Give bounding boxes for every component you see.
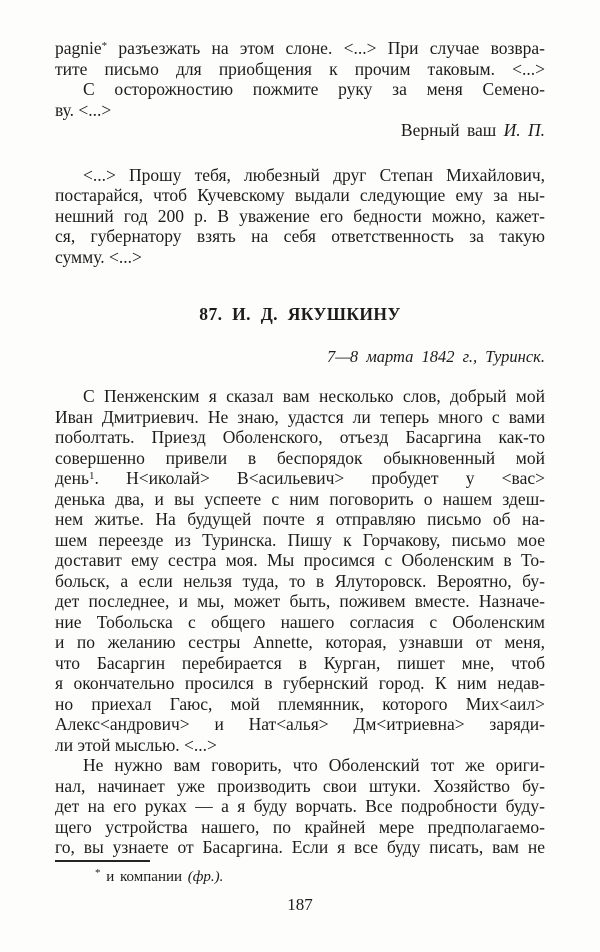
text-line [55,530,545,551]
text-segment: что Басаргин перебирается в Курган, пишет мне, чтоб [55,652,545,673]
text-segment: нем житье. На будущей почте я отправляю письмо об на- [55,509,545,529]
text-segment: ли этой мыслью. <...> [55,734,217,755]
text-segment: но приехал Гаюс, мой племянник, которого Мих<аил> [55,693,545,714]
footnote-marker: * [101,40,108,53]
text-line [55,776,545,797]
text-segment: pagnie [55,38,102,58]
text-line [55,468,545,489]
text-segment: тите письмо для приобщения к прочим таковым. <...> [55,58,545,79]
text-segment: совершенно привели в беспорядок обыкновенный мой [55,447,545,468]
text-segment: нал, начинает уже производить свои штуки. Хозяйство бу- [55,775,545,796]
text-segment: дет на его руках — а я буду ворчать. Все подробности буду- [55,796,545,816]
text-segment: <...> Прошу тебя, любезный друг Степан Михайлович, [83,164,545,185]
text-line [55,571,545,592]
text-line [55,653,545,674]
letter-heading: 87. И. Д. ЯКУШКИНУ [199,304,401,324]
text-line [55,735,545,756]
footnote-marker: 1 [89,470,95,483]
paragraph-letter86-postscript [55,165,545,268]
letter-dateline: 7—8 марта 1842 г., Туринск. [326,347,545,366]
text-segment: и по желанию сестры Annette, которая, узнавши от меня, [55,632,545,652]
text-segment: я окончательно просился в губернский город. К ним недав- [55,673,545,693]
text-segment: го, вы узнаете от Басаргина. Если я все буду писать, вам не [55,837,545,857]
text-line [55,632,545,653]
footnote-rule [55,860,150,862]
text-line [55,59,545,80]
text-segment: доставит ему сестра моя. Мы просимся с Оболенским в То- [55,550,545,570]
text-segment: С осторожностию пожмите руку за меня Семено- [83,79,545,99]
text-segment: разъезжать на этом слоне. <...> При случае возвра- [107,38,545,58]
text-segment: ву. <...> [55,99,112,120]
paragraph-letter87-body-1 [55,386,545,755]
text-segment: дет последнее, и мы, может быть, поживем вместе. Назначе- [55,591,545,611]
footnote [55,868,545,886]
text-segment: Иван Дмитриевич. Не знаю, удастся ли теперь много с вами [55,406,545,427]
text-line [55,100,545,121]
paragraph-letter86-continuation [55,38,545,79]
text-segment: ние Тобольска с общего нашего согласия с Оболенским [55,611,545,632]
text-segment: Алекс<андрович> и Нат<алья> Дм<итриевна> заряди- [55,714,545,734]
text-line [55,247,545,268]
text-line [55,694,545,715]
text-line [55,165,545,186]
paragraph-letter87-body-2 [55,755,545,858]
styled-text: (фр.). [187,868,224,885]
text-segment: Не нужно вам говорить, что Оболенский тот же ориги- [83,755,545,775]
text-segment: и компании [100,868,188,885]
text-segment: сумму. <...> [55,246,142,267]
text-line [55,868,545,886]
text-line [55,489,545,510]
text-line [55,612,545,633]
text-line [55,185,545,206]
text-line [55,591,545,612]
text-line [55,714,545,735]
text-line [55,79,545,100]
text-line [55,550,545,571]
text-segment: денька два, и вы успеете с ним поговорить о нашем здеш- [55,488,545,509]
text-line [55,673,545,694]
text-line [55,206,545,227]
text-segment: шем переезде из Туринска. Пишу к Горчакову, письмо мое [55,529,545,550]
text-segment: день [55,468,90,488]
text-segment: . Н<иколай> В<асильевич> пробудет у <вас> [94,468,545,488]
page-number: 187 [287,894,313,914]
text-line [55,226,545,247]
text-line [55,837,545,858]
text-line [55,755,545,776]
text-segment: щего устройства нашего, по крайней мере предполагаемо- [55,816,545,837]
text-segment: нешний год 200 р. В уважение его бедности можно, кажет- [55,205,545,226]
text-line [55,817,545,838]
text-line [55,448,545,469]
paragraph-letter86-farewell [55,79,545,120]
text-line [55,427,545,448]
text-segment: больск, а если нельзя туда, то в Ялуторовск. Вероятно, бу- [55,570,545,591]
text-line [55,509,545,530]
text-segment: постарайся, чтоб Кучевскому выдали следующие ему за ны- [55,185,545,205]
text-line [55,796,545,817]
text-line [55,120,545,141]
text-segment: поболтать. Приезд Оболенского, отъезд Басаргина как-то [55,427,545,447]
text-line [55,386,545,407]
footnote-marker: * [95,866,101,879]
text-line [55,407,545,428]
text-segment: ся, губернатору взять на себя ответственность за такую [55,226,545,246]
text-segment: Верный ваш [400,120,504,140]
text-line [55,38,545,59]
styled-text: И. П. [503,120,545,140]
signature-line [55,120,545,141]
text-segment: С Пенженским я сказал вам несколько слов, добрый мой [83,386,545,406]
